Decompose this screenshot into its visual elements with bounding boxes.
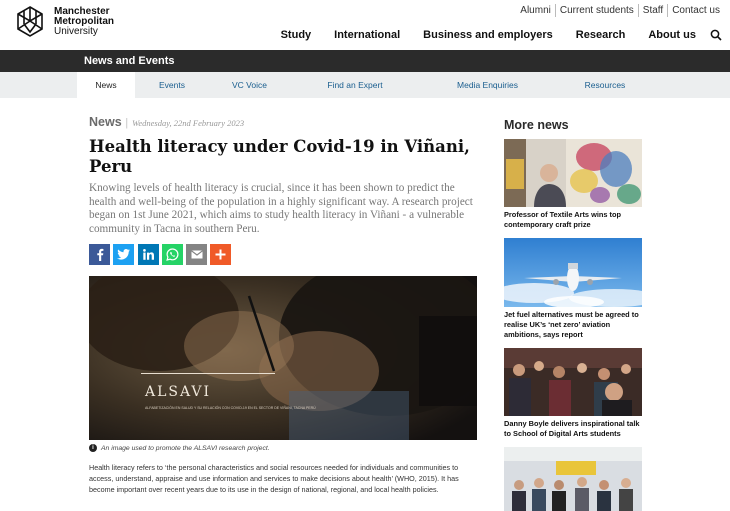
utility-nav — [516, 4, 724, 17]
nav-about[interactable]: About us — [648, 29, 696, 41]
article-category[interactable]: News — [89, 115, 122, 129]
logo-text — [54, 7, 114, 37]
tab-news[interactable]: News — [77, 72, 135, 98]
article-meta — [89, 115, 479, 130]
university-logo[interactable] — [13, 5, 114, 39]
logo-mark-icon — [13, 5, 47, 39]
facebook-icon — [96, 248, 104, 261]
more-share-icon — [215, 249, 226, 260]
news-card-headline-1[interactable]: Professor of Textile Arts wins top contemporary craft prize — [504, 210, 622, 229]
utility-link-current-students[interactable]: Current students — [555, 4, 638, 17]
tab-media-enquiries[interactable]: Media Enquiries — [457, 80, 518, 90]
image-caption — [89, 444, 270, 452]
article-date: Wednesday, 22nd February 2023 — [132, 118, 245, 128]
utility-link-contact[interactable]: Contact us — [667, 4, 724, 17]
caption-text: An image used to promote the ALSAVI research project. — [101, 444, 270, 452]
nav-research[interactable]: Research — [575, 29, 626, 41]
facebook-share-button[interactable] — [89, 244, 110, 265]
hero-subtext: ALFABETIZACIÓN EN SALUD Y SU RELACIÓN CON COVID-19 EN EL SECTOR DE VIÑANI, TACNA PERÚ — [145, 406, 316, 410]
tab-resources[interactable]: Resources — [584, 80, 626, 90]
article-hero-image — [89, 276, 477, 440]
news-card-headline-3[interactable]: Danny Boyle delivers inspirational talk to School of Digital Arts students — [504, 419, 640, 438]
hero-divider — [141, 373, 275, 374]
meta-separator: | — [125, 115, 129, 129]
logo-line-2: Metropolitan — [54, 16, 114, 27]
article-body: Health literacy refers to ‘the personal characteristics and social resources needed for individuals and communities to access, understand, appraise and use information and services to make decisions about health’ (WHO, 2015). It has become important over recent years due to its use in the design of national, regional, and local health policies. — [89, 463, 459, 494]
article-title: Health literacy under Covid-19 in Viñani, Peru — [89, 137, 470, 176]
section-title[interactable]: News and Events — [84, 55, 175, 67]
section-bar — [0, 50, 730, 72]
nav-business[interactable]: Business and employers — [423, 29, 553, 41]
tab-events[interactable]: Events — [159, 80, 185, 90]
more-share-button[interactable] — [210, 244, 231, 265]
email-share-button[interactable] — [186, 244, 207, 265]
logo-line-3: University — [54, 26, 98, 37]
news-card-image-2[interactable] — [504, 238, 642, 307]
hero-photo — [89, 276, 477, 440]
news-card-image-4[interactable] — [504, 447, 642, 511]
tab-vc-voice[interactable]: VC Voice — [232, 80, 267, 90]
whatsapp-share-button[interactable] — [162, 244, 183, 265]
tab-find-an-expert[interactable]: Find an Expert — [327, 80, 383, 90]
news-card-image-1[interactable] — [504, 139, 642, 207]
site-header — [0, 0, 730, 50]
email-icon — [191, 250, 203, 259]
hero-title: ALSAVI — [145, 384, 212, 400]
audience-photo — [504, 348, 642, 416]
info-icon: i — [89, 444, 97, 452]
utility-link-staff[interactable]: Staff — [638, 4, 667, 17]
linkedin-icon — [143, 249, 154, 260]
twitter-share-button[interactable] — [113, 244, 134, 265]
search-icon[interactable] — [710, 29, 722, 41]
article-lead: Knowing levels of health literacy is crucial, since it has been shown to predict the health and well-being of the population in a highly significant way. A research project began on 1st June 2021, which aims to study health literacy in Viñani - a vulnerable community in Tacna in southern Peru. — [89, 182, 473, 235]
textile-photo — [504, 139, 642, 207]
sub-nav — [0, 72, 730, 98]
article — [89, 115, 479, 236]
news-card-headline-2[interactable]: Jet fuel alternatives must be agreed to realise UK’s ‘net zero’ aviation ambitions, says report — [504, 310, 639, 339]
share-bar — [89, 244, 235, 265]
utility-link-alumni[interactable]: Alumni — [520, 5, 551, 16]
main-nav — [258, 29, 722, 41]
whatsapp-icon — [166, 248, 179, 261]
linkedin-share-button[interactable] — [138, 244, 159, 265]
twitter-icon — [117, 249, 130, 260]
more-news-heading: More news — [504, 118, 569, 132]
group-photo — [504, 447, 642, 511]
nav-study[interactable]: Study — [280, 29, 312, 41]
news-card-image-3[interactable] — [504, 348, 642, 416]
airplane-photo — [504, 238, 642, 307]
nav-international[interactable]: International — [334, 29, 401, 41]
logo-line-1: Manchester — [54, 6, 110, 17]
